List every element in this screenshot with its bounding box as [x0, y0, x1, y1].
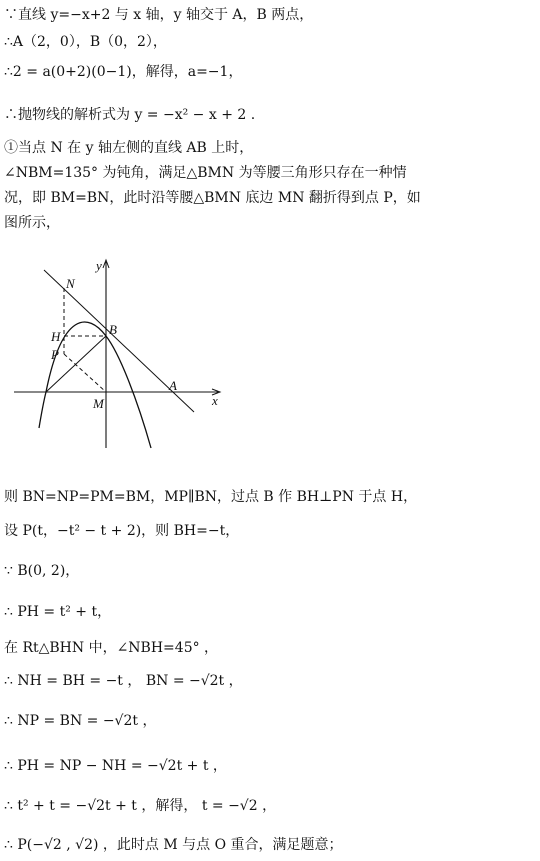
parabola-left-tail — [39, 392, 46, 428]
text-line-16: ∴ PH = NP − NH = −√2t + t ， — [4, 758, 227, 774]
label-y: y — [96, 258, 102, 273]
text-line-18: ∴ P(−√2 , √2) ，此时点 M 与点 O 重合，满足题意； — [4, 837, 343, 853]
text-line-2: ∴A（2，0），B（0，2）， — [4, 34, 167, 50]
label-a: A — [169, 378, 177, 393]
text-line-9: 则 BN=NP=PM=BM，MP∥BN，过点 B 作 BH⊥PN 于点 H， — [4, 489, 418, 505]
text-line-8: 图所示， — [4, 215, 60, 231]
text-line-10: 设 P(t，−t² − t + 2)，则 BH=−t， — [4, 523, 240, 539]
label-x: x — [212, 393, 218, 408]
figure-svg — [8, 252, 238, 452]
text-line-13: 在 Rt△BHN 中，∠NBH=45° ， — [4, 640, 219, 656]
text-line-6: ∠NBM=135° 为钝角，满足△BMN 为等腰三角形只存在一种情 — [4, 165, 407, 181]
text-line-17: ∴ t² + t = −√2t + t ，解得， t = −√2 ， — [4, 798, 277, 814]
label-n: N — [66, 276, 75, 291]
label-h: H — [51, 329, 61, 344]
text-line-7: 况，即 BM=BN，此时沿等腰△BMN 底边 MN 翻折得到点 P，如 — [4, 190, 421, 206]
label-p: P — [51, 347, 59, 362]
geometry-figure — [8, 252, 238, 452]
text-line-1: ∵直线 y=−x+2 与 x 轴，y 轴交于 A，B 两点， — [4, 7, 314, 23]
parabola — [46, 322, 151, 448]
label-m: M — [93, 396, 104, 411]
text-line-11: ∵ B(0, 2)， — [4, 563, 80, 579]
text-line-5: ①当点 N 在 y 轴左侧的直线 AB 上时， — [4, 140, 254, 156]
text-line-15: ∴ NP = BN = −√2t ， — [4, 713, 157, 729]
text-line-14: ∴ NH = BH = −t ， BN = −√2t ， — [4, 673, 243, 689]
text-line-12: ∴ PH = t² + t， — [4, 604, 112, 620]
text-line-3: ∴2 = a(0+2)(0−1)，解得，a=−1， — [4, 64, 243, 80]
text-line-4: ∴抛物线的解析式为 y = −x² − x + 2 . — [4, 107, 256, 123]
label-b: B — [109, 322, 117, 337]
segment-pm-dashed — [64, 354, 106, 392]
